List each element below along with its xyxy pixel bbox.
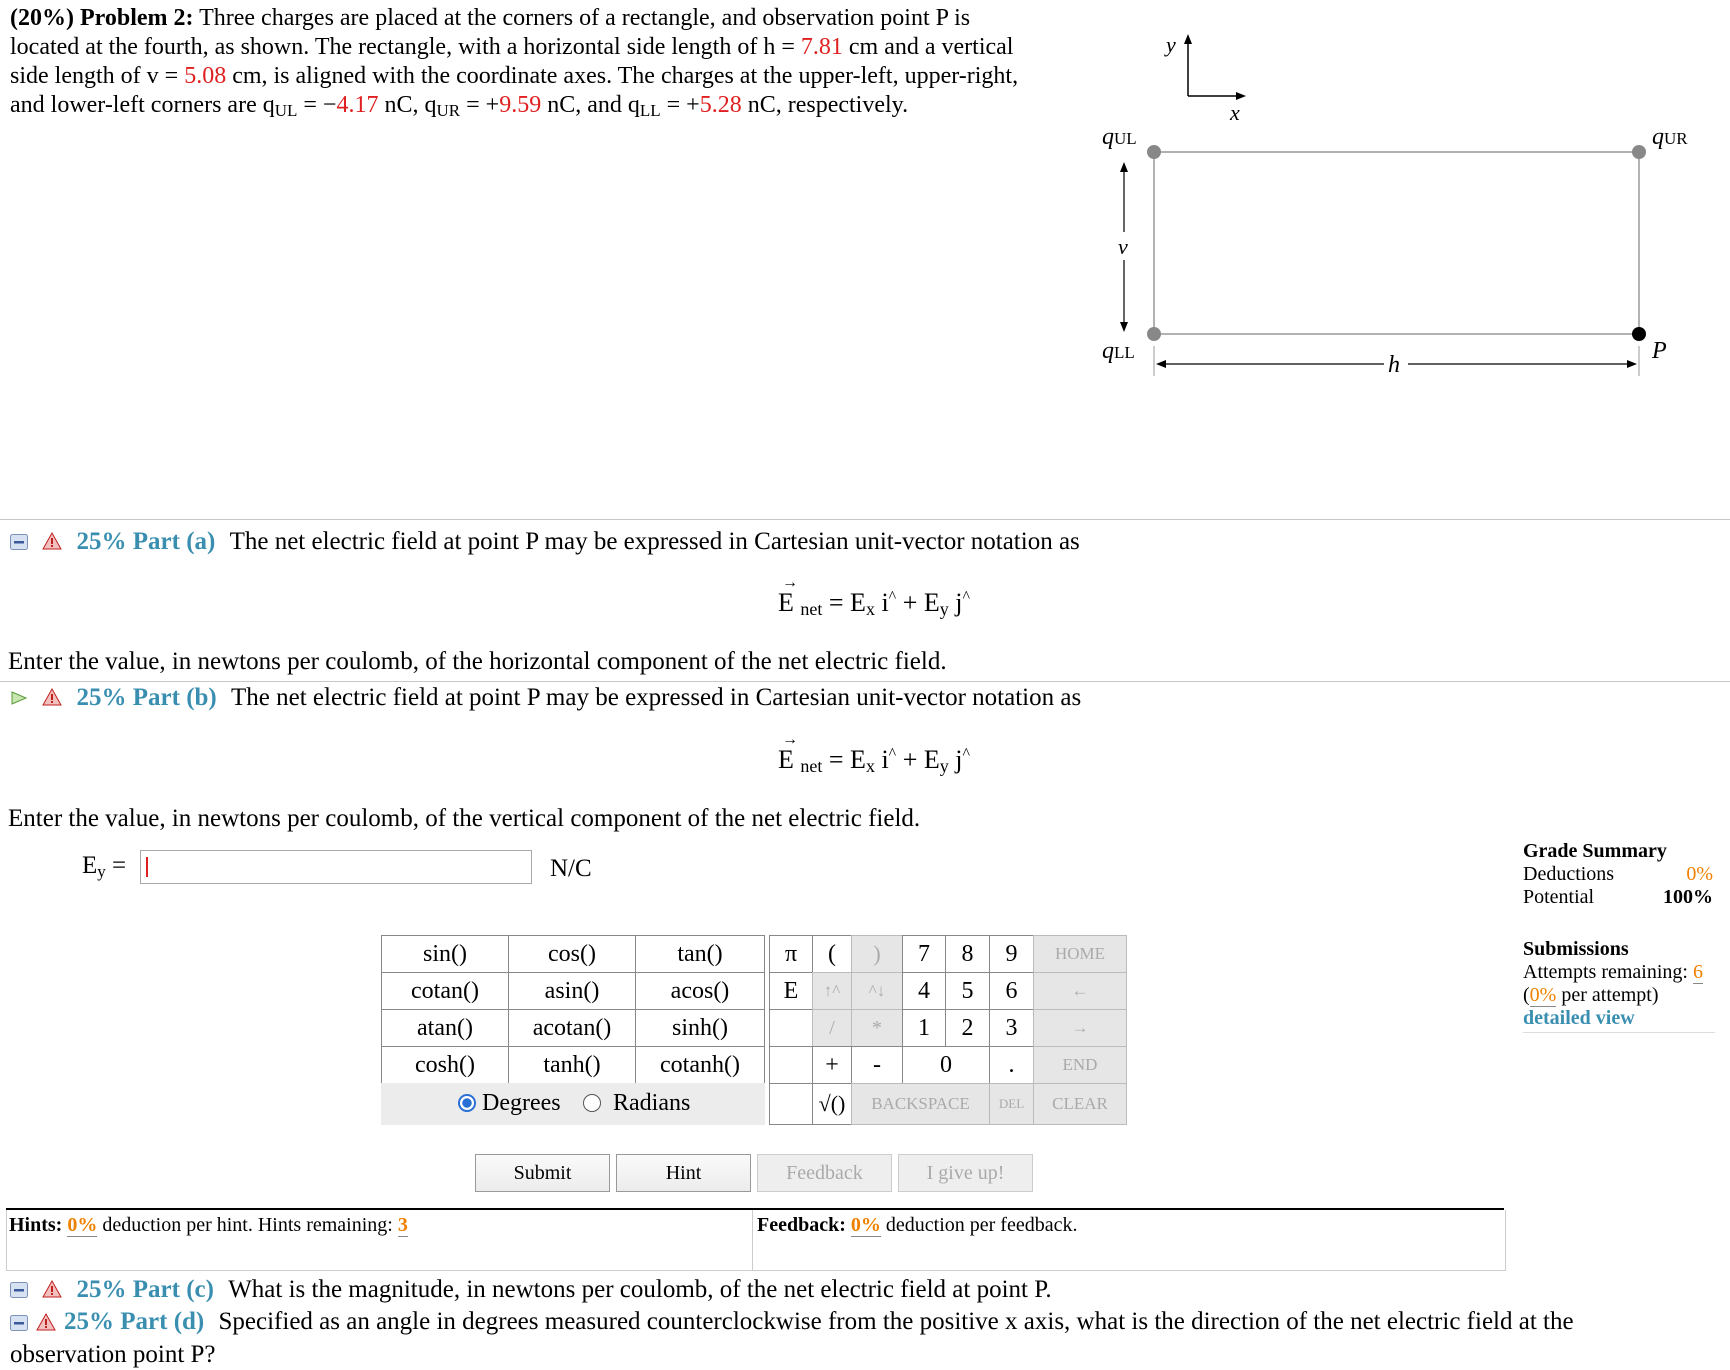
key-3[interactable]: 3	[989, 1009, 1034, 1047]
part-a-instruction: Enter the value, in newtons per coulomb, of the horizontal component of the net electric field.	[8, 648, 947, 675]
warning-icon	[42, 529, 62, 557]
key-8[interactable]: 8	[945, 935, 990, 973]
formula-plus: + E	[896, 745, 940, 774]
point-p-dot	[1632, 327, 1646, 341]
radians-radio[interactable]	[583, 1094, 601, 1112]
h-label: h	[1388, 352, 1400, 378]
func-asin[interactable]: asin()	[508, 972, 636, 1010]
charge-ur-dot	[1632, 145, 1646, 159]
deductions-value: 0%	[1686, 863, 1713, 885]
formula-i: i	[874, 745, 889, 774]
formula-net: net	[800, 756, 823, 776]
func-atan[interactable]: atan()	[381, 1009, 509, 1047]
func-cos[interactable]: cos()	[508, 935, 636, 973]
key-backspace[interactable]: BACKSPACE	[851, 1083, 990, 1125]
per-attempt-pct: 0%	[1529, 984, 1557, 1006]
key-0[interactable]: 0	[902, 1046, 990, 1084]
problem-text: = +	[660, 92, 700, 118]
key-9[interactable]: 9	[989, 935, 1034, 973]
q-ul-label: qUL	[1102, 124, 1137, 150]
part-d-pct: 25%	[64, 1308, 114, 1335]
v-label: v	[1118, 234, 1128, 259]
collapse-icon[interactable]	[10, 1277, 28, 1305]
part-d-label: Part (d)	[120, 1308, 205, 1335]
text-caret	[146, 857, 148, 877]
problem-text: nC, and q	[541, 92, 640, 118]
key-lparen[interactable]: (	[812, 935, 852, 973]
part-a-label: Part (a)	[132, 528, 216, 555]
rectangle-figure	[1090, 20, 1710, 400]
e-vector	[778, 574, 800, 617]
func-acotan[interactable]: acotan()	[508, 1009, 636, 1047]
q-ll-label: qLL	[1102, 338, 1135, 364]
formula-eq: = E	[822, 588, 866, 617]
key-4[interactable]: 4	[902, 972, 946, 1010]
feedback-info: Feedback: 0% deduction per feedback.	[757, 1214, 1078, 1236]
problem-text: cm, is aligned with the coordinate axes. The charges at the upper-left, upper-right, and lower-left corners are q	[10, 63, 1019, 118]
part-d-text: Specified as an angle in degrees measured counterclockwise from the positive x axis, what is the direction of the net electric field at the observation point P?	[10, 1308, 1574, 1368]
v-value: 5.08	[184, 63, 227, 89]
key-6[interactable]: 6	[989, 972, 1034, 1010]
expand-arrow-icon[interactable]	[10, 685, 28, 713]
submissions-box: Submissions Attempts remaining: 6 (0% per attempt) detailed view	[1523, 938, 1715, 1033]
grade-summary-title: Grade Summary	[1523, 840, 1667, 862]
key-1[interactable]: 1	[902, 1009, 946, 1047]
axis-y-label: y	[1166, 32, 1176, 57]
part-b-pct: 25%	[76, 684, 127, 711]
formula-j: j	[948, 588, 963, 617]
answer-label: $E_y$ =	[82, 852, 127, 881]
charge-ll-dot	[1147, 327, 1161, 341]
key-2[interactable]: 2	[945, 1009, 990, 1047]
formula-i: i	[874, 588, 889, 617]
hat-icon: ^	[962, 588, 970, 606]
key-right-arrow[interactable]: →	[1033, 1009, 1127, 1047]
formula-a	[778, 574, 970, 620]
key-blank	[769, 1083, 813, 1125]
key-home[interactable]: HOME	[1033, 935, 1127, 973]
attempts-value: 6	[1692, 961, 1703, 983]
key-left-arrow[interactable]: ←	[1033, 972, 1127, 1010]
subscript: UR	[436, 101, 461, 120]
part-c-pct: 25%	[76, 1276, 127, 1303]
problem-text: cm and a vertical side length of v =	[10, 34, 1014, 89]
answer-input[interactable]	[140, 850, 532, 884]
hint-button[interactable]: Hint	[616, 1154, 751, 1192]
part-b-label: Part (b)	[132, 684, 217, 711]
formula-j: j	[948, 745, 963, 774]
part-c-header	[10, 1276, 1052, 1305]
degrees-label: Degrees	[482, 1090, 561, 1116]
give-up-button[interactable]: I give up!	[898, 1154, 1033, 1192]
key-end[interactable]: END	[1033, 1046, 1127, 1084]
axis-x-label: x	[1230, 100, 1240, 125]
grade-summary	[1523, 840, 1713, 909]
key-clear[interactable]: CLEAR	[1033, 1083, 1127, 1125]
potential-value: 100%	[1663, 886, 1713, 908]
part-b-text: The net electric field at point P may be expressed in Cartesian unit-vector notation as	[231, 684, 1082, 711]
func-sinh[interactable]: sinh()	[635, 1009, 765, 1047]
key-sqrt[interactable]: √()	[812, 1083, 852, 1125]
problem-text: = +	[460, 92, 500, 118]
problem-text: nC, q	[378, 92, 437, 118]
units-label: N/C	[550, 855, 592, 882]
part-c-label: Part (c)	[132, 1276, 214, 1303]
qul-value: 4.17	[336, 92, 379, 118]
warning-icon	[42, 1277, 62, 1305]
vector-arrow-icon: →	[782, 731, 798, 748]
func-cotan[interactable]: cotan()	[381, 972, 509, 1010]
key-plus[interactable]: +	[812, 1046, 852, 1084]
func-sin[interactable]: sin()	[381, 935, 509, 973]
qll-value: 5.28	[699, 92, 742, 118]
hints-info: Hints: 0% deduction per hint. Hints remaining: 3	[9, 1214, 408, 1236]
func-acos[interactable]: acos()	[635, 972, 765, 1010]
feedback-pct: 0%	[850, 1214, 881, 1236]
key-up[interactable]: ↑^	[812, 972, 852, 1010]
formula-b	[778, 731, 970, 777]
deductions-label: Deductions	[1523, 863, 1615, 885]
problem-title: Problem 2:	[79, 5, 194, 31]
part-b-header	[10, 684, 1081, 713]
formula-y: y	[939, 599, 949, 619]
key-down[interactable]: ^↓	[851, 972, 903, 1010]
part-d-header	[10, 1306, 1650, 1370]
key-del[interactable]: DEL	[989, 1083, 1034, 1125]
formula-x: x	[865, 756, 875, 776]
problem-text: = −	[297, 92, 337, 118]
key-7[interactable]: 7	[902, 935, 946, 973]
part-c-text: What is the magnitude, in newtons per coulomb, of the net electric field at point P.	[228, 1276, 1052, 1303]
radians-label: Radians	[613, 1090, 691, 1116]
detailed-view-link[interactable]: detailed view	[1523, 1007, 1635, 1029]
key-blank	[769, 1009, 813, 1047]
formula-net: net	[800, 599, 823, 619]
submit-button[interactable]: Submit	[475, 1154, 610, 1192]
func-cotanh[interactable]: cotanh()	[635, 1046, 765, 1084]
part-a-header	[10, 528, 1080, 557]
func-tan[interactable]: tan()	[635, 935, 765, 973]
h-value: 7.81	[800, 34, 843, 60]
angle-mode-bar	[381, 1083, 765, 1125]
p-label: P	[1652, 338, 1667, 364]
hints-pct: 0%	[67, 1214, 98, 1236]
key-slash[interactable]: /	[812, 1009, 852, 1047]
part-a-pct: 25%	[76, 528, 127, 555]
charge-ul-dot	[1147, 145, 1161, 159]
hat-icon: ^	[888, 588, 897, 606]
divider	[0, 681, 1730, 682]
subscript: UL	[274, 101, 298, 120]
subscript: LL	[639, 101, 661, 120]
rectangle	[1154, 152, 1639, 334]
warning-icon	[42, 685, 62, 713]
formula-x: x	[865, 599, 875, 619]
key-rparen[interactable]: )	[851, 935, 903, 973]
warning-icon	[36, 1308, 56, 1339]
divider	[0, 519, 1730, 520]
problem-weight: (20%)	[10, 5, 74, 31]
collapse-icon[interactable]	[10, 529, 28, 557]
key-5[interactable]: 5	[945, 972, 990, 1010]
qur-value: 9.59	[499, 92, 542, 118]
key-blank	[769, 1046, 813, 1084]
key-dot[interactable]: .	[989, 1046, 1034, 1084]
func-cosh[interactable]: cosh()	[381, 1046, 509, 1084]
problem-statement	[10, 4, 1045, 125]
submissions-title: Submissions	[1523, 938, 1629, 960]
key-pi[interactable]: π	[769, 935, 813, 973]
hat-icon: ^	[962, 745, 970, 763]
hat-icon: ^	[888, 745, 897, 763]
attempts-label: Attempts remaining:	[1523, 961, 1693, 983]
e-vector	[778, 731, 800, 774]
axes-indicator	[1164, 32, 1246, 125]
degrees-radio[interactable]	[458, 1094, 476, 1112]
formula-plus: + E	[896, 588, 940, 617]
vector-arrow-icon: →	[782, 574, 798, 591]
collapse-icon[interactable]	[10, 1308, 28, 1339]
feedback-button[interactable]: Feedback	[757, 1154, 892, 1192]
func-tanh[interactable]: tanh()	[508, 1046, 636, 1084]
key-minus[interactable]: -	[851, 1046, 903, 1084]
part-a-text: The net electric field at point P may be expressed in Cartesian unit-vector notation as	[229, 528, 1080, 555]
divider	[752, 1210, 753, 1270]
q-ur-label: qUR	[1652, 124, 1688, 150]
formula-eq: = E	[822, 745, 866, 774]
key-e[interactable]: E	[769, 972, 813, 1010]
part-b-instruction: Enter the value, in newtons per coulomb, of the vertical component of the net electric field.	[8, 805, 921, 832]
problem-text: Three charges are placed at the corners of a rectangle, and observation point P is located at the fourth, as shown. The rectangle, with a horizontal side length of h =	[10, 5, 971, 60]
hints-remaining: 3	[397, 1214, 408, 1236]
formula-y: y	[939, 756, 949, 776]
formula-e: E	[778, 745, 794, 774]
formula-e: E	[778, 588, 794, 617]
key-star[interactable]: *	[851, 1009, 903, 1047]
problem-text: nC, respectively.	[741, 92, 909, 118]
potential-label: Potential	[1523, 886, 1595, 908]
